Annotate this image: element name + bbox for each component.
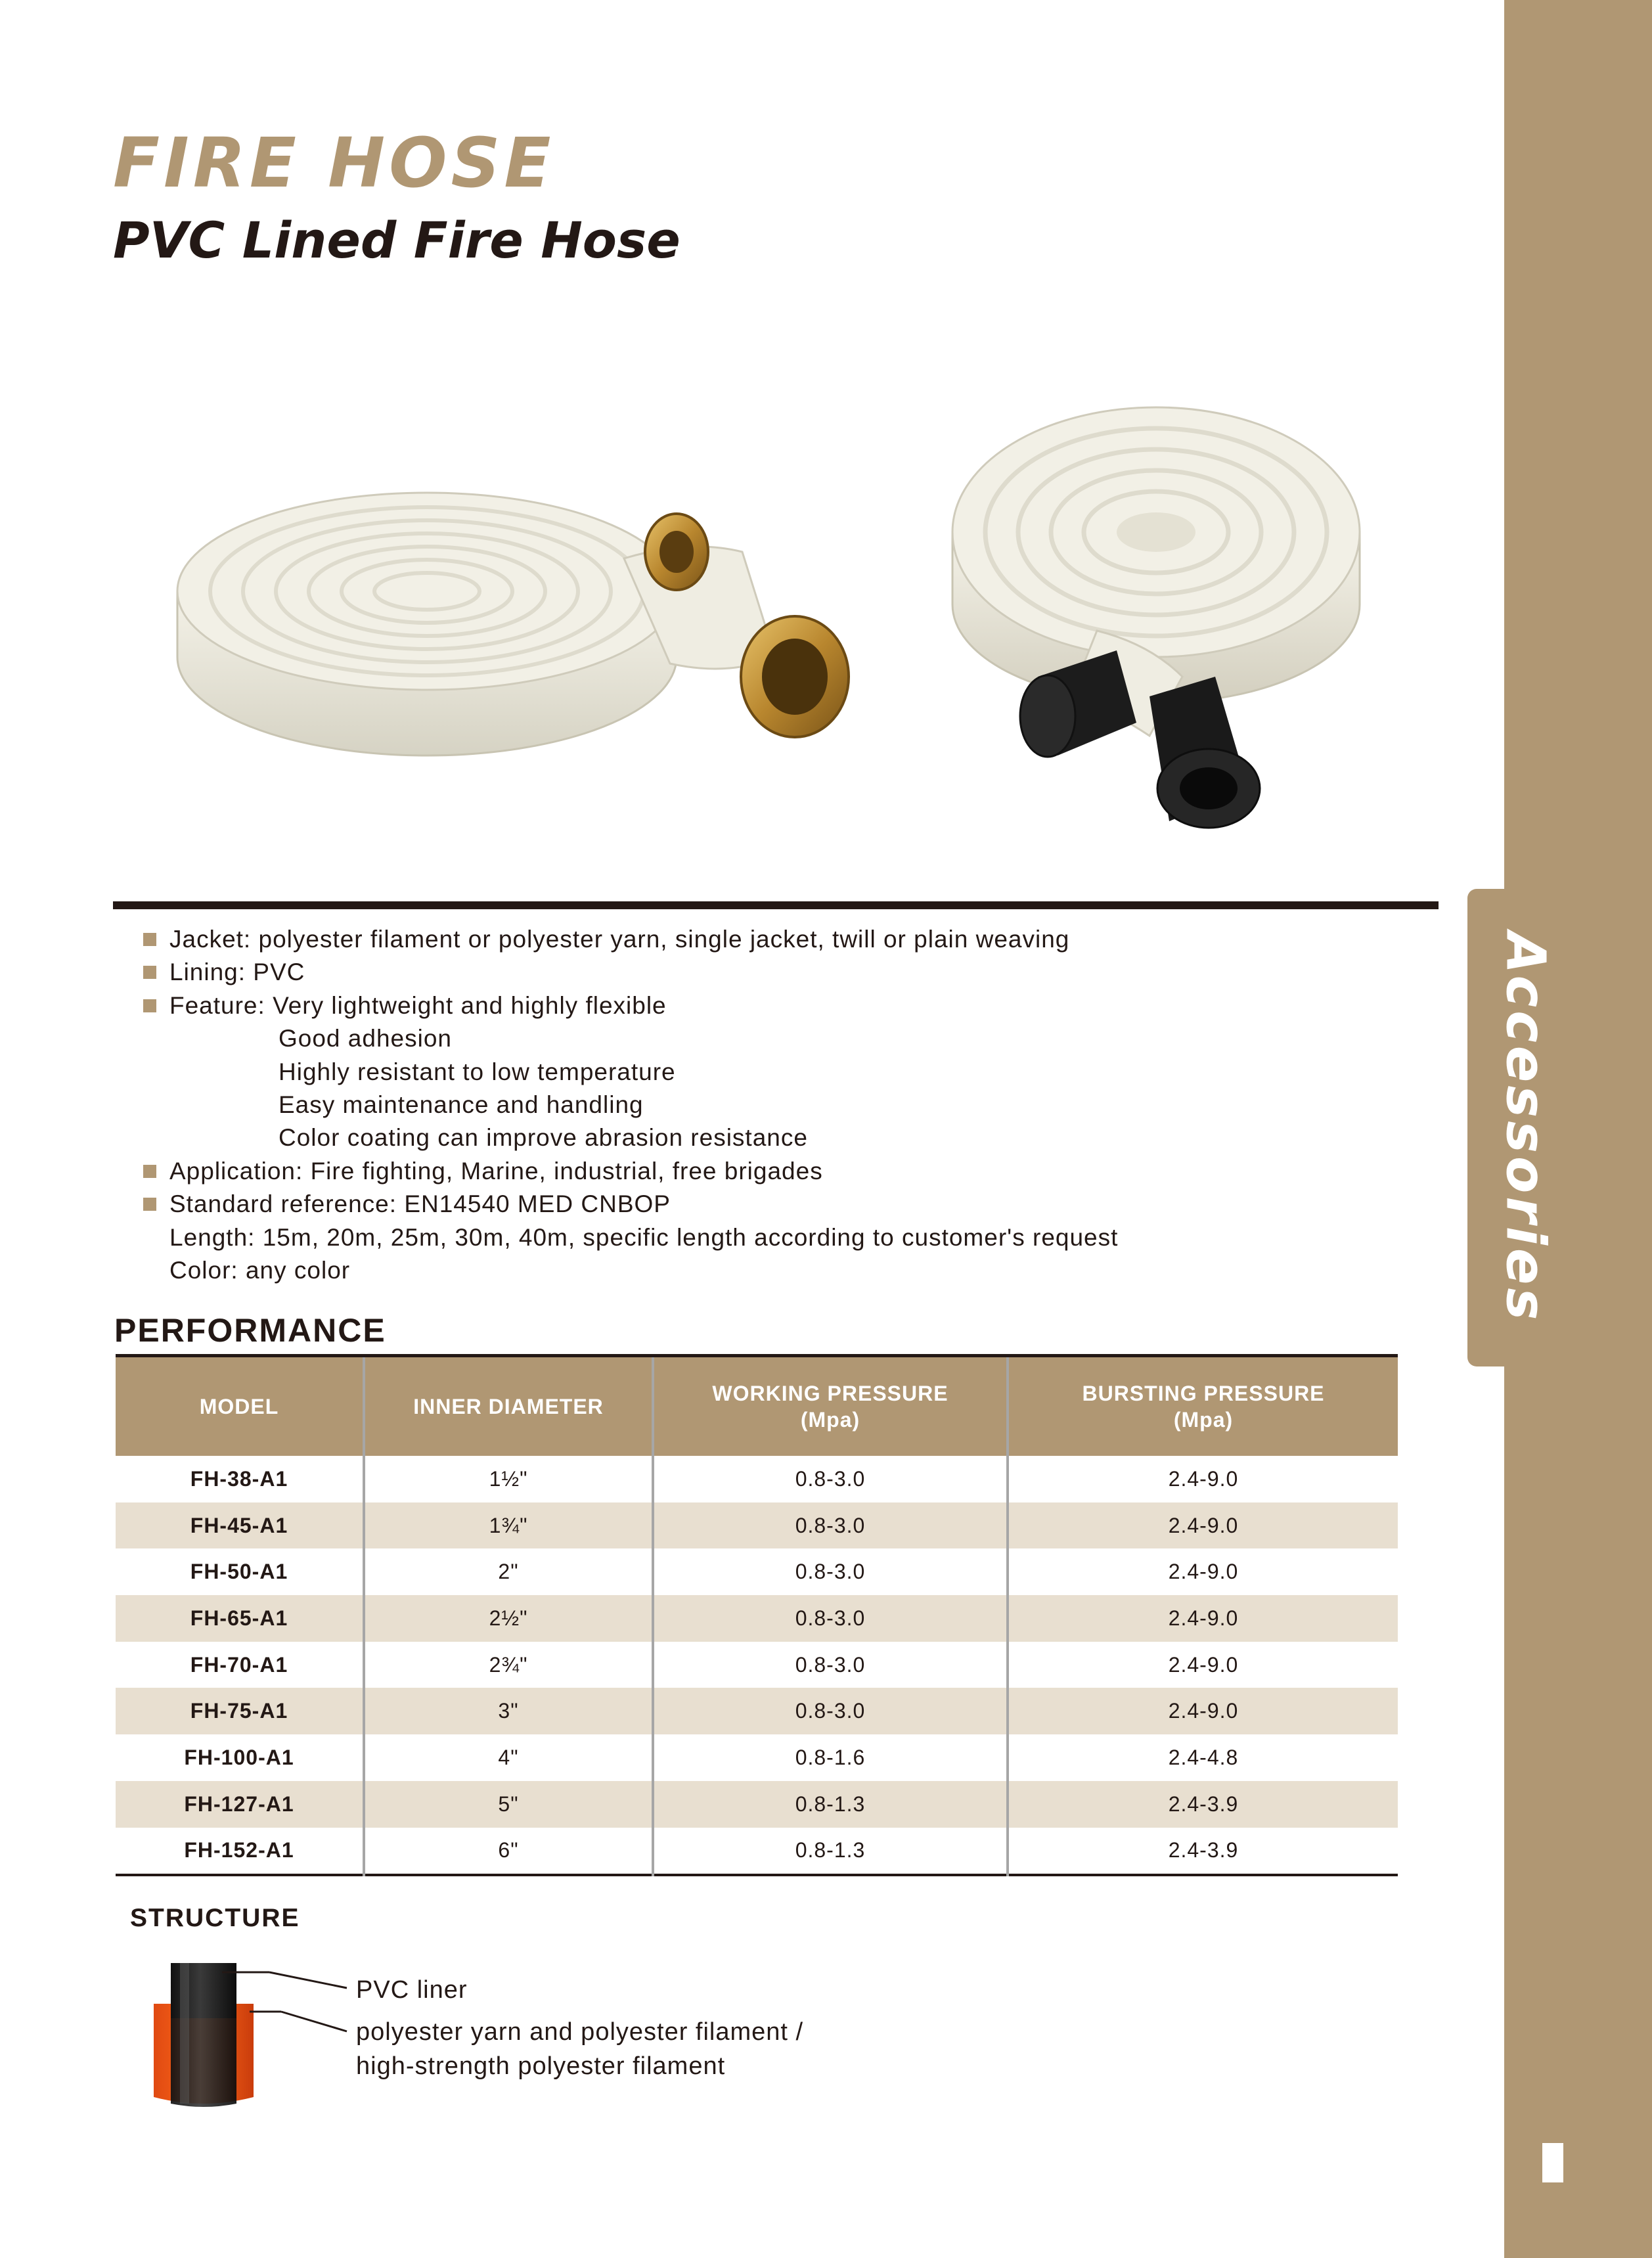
table-row	[116, 1548, 1398, 1595]
sidebar-label-wrap	[1467, 889, 1582, 1366]
cell-diameter: 1½"	[364, 1456, 653, 1502]
cell-working-pressure: 0.8-3.0	[653, 1456, 1008, 1502]
cell-diameter: 1¾"	[364, 1502, 653, 1549]
cell-model: FH-75-A1	[116, 1688, 364, 1734]
spec-text: Highly resistant to low temperature	[279, 1058, 676, 1085]
page-title: FIRE HOSE	[113, 123, 555, 203]
column-header-inner-diameter	[364, 1356, 653, 1456]
column-header-model	[116, 1356, 364, 1456]
spec-item-feature-maintenance	[142, 1089, 1423, 1121]
spec-list	[142, 923, 1423, 1287]
fire-hose-brass-coupling-photo	[164, 460, 874, 762]
cell-bursting-pressure: 2.4-9.0	[1008, 1595, 1398, 1642]
sidebar-notch	[1542, 2143, 1563, 2182]
table-header-row	[116, 1356, 1398, 1456]
structure-label-liner: PVC liner	[356, 1976, 468, 2004]
cell-working-pressure: 0.8-3.0	[653, 1595, 1008, 1642]
table-row	[116, 1595, 1398, 1642]
column-header-working-pressure	[653, 1356, 1008, 1456]
spec-item-lining	[142, 956, 1423, 989]
cell-model: FH-100-A1	[184, 1745, 294, 1769]
cell-working-pressure: 0.8-3.0	[653, 1548, 1008, 1595]
spec-text: Good adhesion	[279, 1025, 452, 1052]
cell-bursting-pressure: 2.4-4.8	[1008, 1734, 1398, 1781]
cell-diameter: 2"	[364, 1548, 653, 1595]
cell-diameter: 3"	[364, 1688, 653, 1734]
bullet-square-icon	[143, 999, 156, 1012]
column-header-bursting-pressure	[1008, 1356, 1398, 1456]
spec-item-application	[142, 1155, 1423, 1188]
spec-text: Lining: PVC	[169, 959, 305, 986]
spec-item-feature-coating	[142, 1121, 1423, 1154]
section-divider	[113, 901, 1439, 909]
spec-item-feature	[142, 989, 1423, 1022]
structure-label-jacket-line2: high-strength polyester filament	[356, 2052, 726, 2080]
table-row	[116, 1828, 1398, 1876]
bullet-square-icon	[143, 1198, 156, 1211]
table-row	[116, 1642, 1398, 1688]
cell-bursting-pressure: 2.4-3.9	[1008, 1828, 1398, 1876]
spec-text: Easy maintenance and handling	[279, 1091, 644, 1118]
header-label: BURSTING PRESSURE	[1082, 1382, 1325, 1405]
performance-table	[116, 1354, 1398, 1876]
cell-model: FH-45-A1	[116, 1502, 364, 1549]
spec-text: Application: Fire fighting, Marine, industrial, free brigades	[169, 1157, 823, 1185]
performance-heading: PERFORMANCE	[114, 1312, 386, 1349]
fire-hose-black-coupling-photo	[933, 368, 1393, 854]
cell-diameter: 6"	[364, 1828, 653, 1876]
cell-model: FH-38-A1	[190, 1466, 288, 1491]
cell-model: FH-152-A1	[184, 1838, 294, 1863]
spec-text: Jacket: polyester filament or polyester yarn, single jacket, twill or plain weaving	[169, 926, 1070, 953]
header-unit: (Mpa)	[800, 1408, 860, 1432]
cell-bursting-pressure: 2.4-9.0	[1008, 1456, 1398, 1502]
bullet-square-icon	[143, 1165, 156, 1178]
spec-item-feature-adhesion	[142, 1022, 1423, 1055]
cell-bursting-pressure: 2.4-3.9	[1008, 1781, 1398, 1828]
table-row	[116, 1688, 1398, 1734]
sidebar-label: Accessories	[1494, 932, 1556, 1324]
spec-item-length	[142, 1221, 1423, 1254]
spec-item-feature-temperature	[142, 1056, 1423, 1089]
cell-model: FH-65-A1	[116, 1595, 364, 1642]
cell-model: FH-127-A1	[116, 1781, 364, 1828]
cell-bursting-pressure: 2.4-9.0	[1008, 1548, 1398, 1595]
header-label: INNER DIAMETER	[413, 1395, 604, 1418]
structure-heading: STRUCTURE	[130, 1904, 300, 1932]
spec-text: Color: any color	[169, 1256, 351, 1284]
table-row	[116, 1734, 1398, 1781]
spec-text: Feature: Very lightweight and highly flexible	[169, 991, 667, 1019]
bullet-square-icon	[143, 966, 156, 979]
header-unit: (Mpa)	[1173, 1408, 1234, 1432]
spec-text: Color coating can improve abrasion resistance	[279, 1124, 808, 1152]
cell-diameter: 4"	[364, 1734, 653, 1781]
cell-working-pressure: 0.8-3.0	[653, 1502, 1008, 1549]
cell-diameter: 2¾"	[364, 1642, 653, 1688]
header-label: MODEL	[199, 1395, 279, 1418]
cell-working-pressure: 0.8-1.6	[653, 1734, 1008, 1781]
header-label: WORKING PRESSURE	[712, 1382, 949, 1405]
cell-diameter: 5"	[364, 1781, 653, 1828]
cell-diameter: 2½"	[364, 1595, 653, 1642]
table-row	[116, 1781, 1398, 1828]
bullet-square-icon	[143, 933, 156, 946]
page-subtitle: PVC Lined Fire Hose	[113, 211, 681, 269]
cell-bursting-pressure: 2.4-9.0	[1008, 1688, 1398, 1734]
cell-bursting-pressure: 2.4-9.0	[1008, 1502, 1398, 1549]
spec-text: Length: 15m, 20m, 25m, 30m, 40m, specific length according to customer's request	[169, 1223, 1119, 1251]
cell-model: FH-50-A1	[190, 1560, 288, 1584]
structure-label-jacket-line1: polyester yarn and polyester filament /	[356, 2018, 804, 2046]
cell-working-pressure: 0.8-1.3	[653, 1828, 1008, 1876]
cell-bursting-pressure: 2.4-9.0	[1008, 1642, 1398, 1688]
spec-item-color	[142, 1254, 1423, 1287]
cell-working-pressure: 0.8-3.0	[653, 1642, 1008, 1688]
cell-working-pressure: 0.8-3.0	[653, 1688, 1008, 1734]
spec-text: Standard reference: EN14540 MED CNBOP	[169, 1190, 671, 1218]
table-row	[116, 1456, 1398, 1502]
spec-item-jacket	[142, 923, 1423, 956]
cell-model: FH-70-A1	[190, 1652, 288, 1677]
table-row	[116, 1502, 1398, 1549]
cell-working-pressure: 0.8-1.3	[653, 1781, 1008, 1828]
hose-cross-section-diagram	[138, 1958, 355, 2115]
spec-item-standard	[142, 1188, 1423, 1221]
